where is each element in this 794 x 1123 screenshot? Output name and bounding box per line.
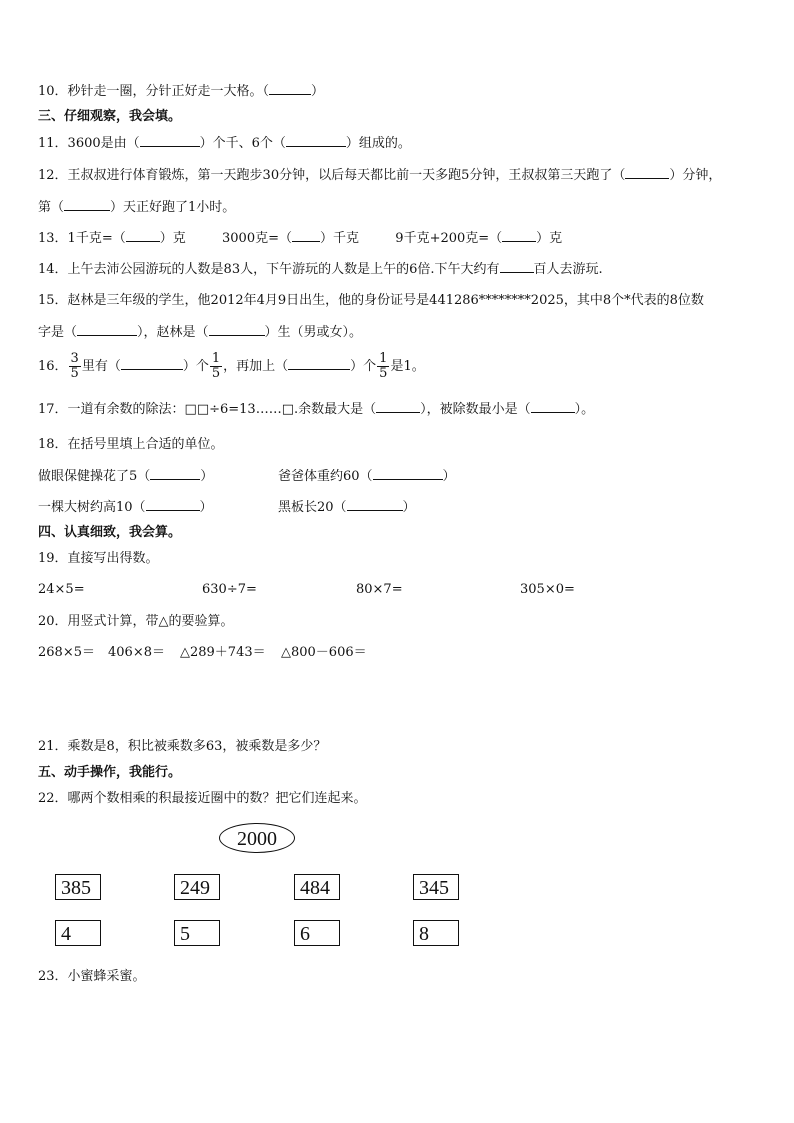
- section-4-heading: 四、认真细致，我会算。: [38, 525, 182, 540]
- q16-t1: 里有（: [81, 359, 121, 374]
- q15-mid: ），赵林是（: [137, 325, 209, 340]
- factor-box-bottom[interactable]: 6: [294, 920, 340, 946]
- answer-blank[interactable]: [347, 498, 403, 511]
- question-10: [38, 82, 324, 101]
- answer-blank[interactable]: [502, 229, 536, 242]
- q17-mid: ），被除数最小是（: [420, 402, 531, 417]
- q12-post: ）分钟，: [669, 168, 722, 183]
- question-17: [38, 400, 594, 419]
- question-18-title: 18．在括号里填上合适的单位。: [38, 437, 224, 452]
- answer-blank[interactable]: [531, 400, 575, 413]
- fraction: $\frac{3}{5}$: [70, 351, 79, 381]
- q18-item-a: 做眼保健操花了5（ ）: [38, 469, 214, 484]
- question-12-line2: [38, 198, 235, 217]
- factor-box-top[interactable]: 385: [55, 874, 101, 900]
- section-5-heading: 五、动手操作，我能行。: [38, 765, 182, 780]
- q13-a-post: ）克: [159, 231, 186, 246]
- question-15-line1: 15．赵林是三年级的学生，他2012年4月9日出生，他的身份证号是441286********2025，其中8个*代表的8位数: [38, 293, 704, 308]
- question-12-line1: [38, 166, 721, 185]
- q13-b-post: ）千克: [320, 231, 360, 246]
- q16-t2: ）个: [182, 359, 209, 374]
- q19-item: 305×0=: [520, 582, 575, 597]
- q13-c: 9千克+200克=（: [395, 231, 503, 246]
- q18-item-d: 黑板长20（ ）: [278, 500, 416, 515]
- q20-item: 268×5＝: [38, 645, 95, 660]
- factor-box-bottom[interactable]: 8: [413, 920, 459, 946]
- q16-t5: 是1。: [390, 359, 425, 374]
- q16-t3: ，再加上（: [223, 359, 289, 374]
- q20-item: △289＋743＝: [180, 645, 266, 660]
- answer-blank[interactable]: [126, 229, 160, 242]
- q19-item: 80×7=: [356, 582, 403, 597]
- q15-post: ）生（男或女）。: [264, 325, 363, 340]
- q12-line2-post: ）天正好跑了1小时。: [110, 200, 236, 215]
- answer-blank[interactable]: [64, 198, 110, 211]
- answer-blank[interactable]: [376, 400, 420, 413]
- question-13: [38, 229, 562, 248]
- q15-pre: 字是（: [38, 325, 78, 340]
- q11-post: ）组成的。: [345, 136, 411, 151]
- section-3-heading: 三、仔细观察，我会填。: [38, 109, 182, 124]
- q10-text: 10．秒针走一圈，分针正好走一大格。（: [38, 84, 270, 99]
- q11-pre: 11．3600是由（: [38, 136, 140, 151]
- q20-item: 406×8＝: [108, 645, 165, 660]
- q17-pre: 17．一道有余数的除法：□□÷6=13……□.余数最大是（: [38, 402, 377, 417]
- q11-mid: ）个千、6个（: [199, 136, 286, 151]
- q16-pre: 16．: [38, 359, 68, 374]
- fraction: $\frac{1}{5}$: [211, 351, 221, 381]
- answer-blank[interactable]: [286, 134, 346, 147]
- factor-box-top[interactable]: 484: [294, 874, 340, 900]
- question-14: [38, 260, 603, 279]
- answer-blank[interactable]: [146, 498, 200, 511]
- question-23: 23．小蜜蜂采蜜。: [38, 969, 146, 984]
- answer-blank[interactable]: [150, 467, 200, 480]
- question-20-title: 20．用竖式计算，带△的要验算。: [38, 614, 234, 629]
- q14-pre: 14．上午去沛公园游玩的人数是83人，下午游玩的人数是上午的6倍.下午大约有: [38, 262, 500, 277]
- question-11: [38, 134, 411, 153]
- q19-item: 630÷7=: [202, 582, 257, 597]
- q19-item: 24×5=: [38, 582, 85, 597]
- fraction: $\frac{1}{5}$: [379, 351, 388, 381]
- question-15-line2: [38, 323, 362, 342]
- answer-blank[interactable]: [625, 166, 669, 179]
- answer-blank[interactable]: [140, 134, 200, 147]
- q13-c-post: ）克: [536, 231, 563, 246]
- answer-blank[interactable]: [500, 260, 534, 273]
- q12-pre: 12．王叔叔进行体育锻炼，第一天跑步30分钟，以后每天都比前一天多跑5分钟，王叔叔第三天跑了（: [38, 168, 626, 183]
- question-16: [38, 349, 425, 385]
- answer-blank[interactable]: [209, 323, 265, 336]
- q10-close: ）: [311, 84, 325, 99]
- question-21: 21．乘数是8，积比被乘数多63，被乘数是多少？: [38, 739, 327, 754]
- q18-item-b: 爸爸体重约60（ ）: [278, 469, 456, 484]
- factor-box-top[interactable]: 345: [413, 874, 459, 900]
- q18-item-c: 一棵大树约高10（ ）: [38, 500, 213, 515]
- q20-item: △800－606＝: [281, 645, 367, 660]
- answer-blank[interactable]: [121, 357, 183, 370]
- question-22-title: 22．哪两个数相乘的积最接近圈中的数？把它们连起来。: [38, 791, 367, 806]
- q13-a: 13．1千克=（: [38, 231, 126, 246]
- factor-box-top[interactable]: 249: [174, 874, 220, 900]
- answer-blank[interactable]: [373, 467, 443, 480]
- answer-blank[interactable]: [288, 357, 350, 370]
- q14-post: 百人去游玩.: [533, 262, 603, 277]
- answer-blank[interactable]: [269, 82, 311, 95]
- q17-post: ）。: [574, 402, 595, 417]
- answer-blank[interactable]: [77, 323, 137, 336]
- answer-blank[interactable]: [292, 229, 320, 242]
- q12-line2-pre: 第（: [38, 200, 65, 215]
- q16-t4: ）个: [350, 359, 377, 374]
- target-number-circle: 2000: [219, 823, 295, 853]
- q13-b: 3000克=（: [222, 231, 292, 246]
- question-19-title: 19．直接写出得数。: [38, 551, 159, 566]
- factor-box-bottom[interactable]: 5: [174, 920, 220, 946]
- factor-box-bottom[interactable]: 4: [55, 920, 101, 946]
